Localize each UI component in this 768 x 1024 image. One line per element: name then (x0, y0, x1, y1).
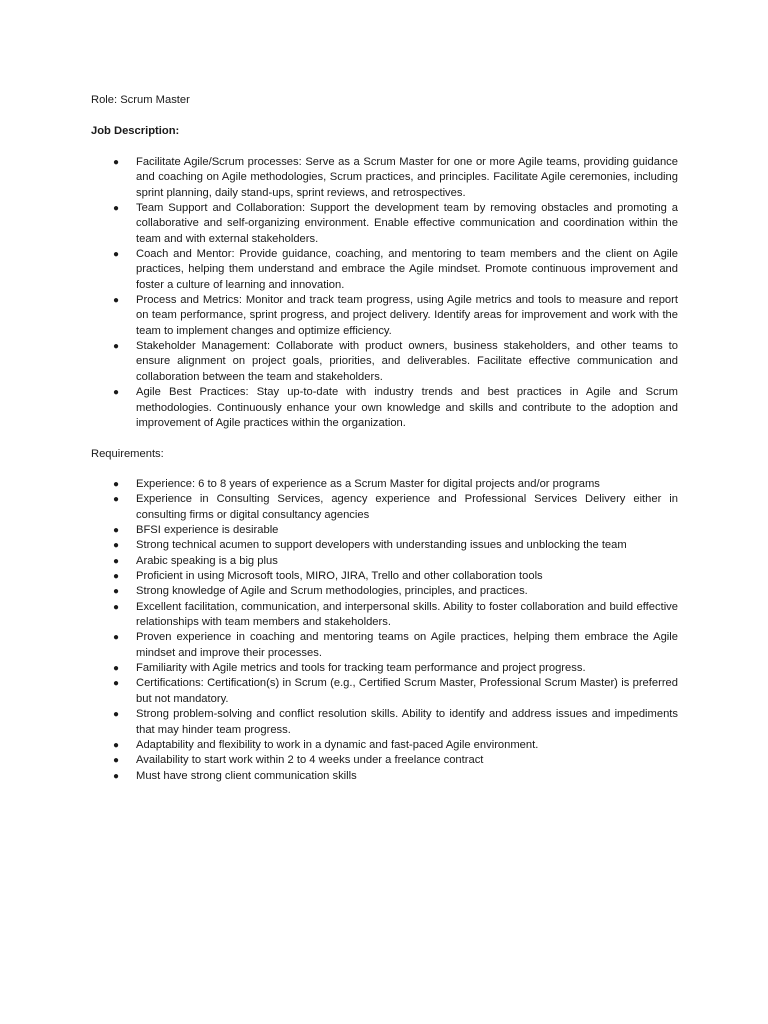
list-item-text: Experience in Consulting Services, agency experience and Professional Services Delivery either in consulting firms or digital consultancy agencies (136, 493, 678, 521)
list-item (111, 201, 678, 247)
bullet-icon: ● (113, 663, 120, 675)
bullet-icon: ● (113, 157, 120, 168)
requirements-list (111, 477, 678, 784)
list-item-text: Adaptability and flexibility to work in a dynamic and fast-paced Agile environment. (136, 738, 539, 751)
list-item-text: Agile Best Practices: Stay up-to-date with industry trends and best practices in Agile and Scrum methodologies. Continuously enhance your own knowledge and skills and contribute to the adoption and improvement of Agile practices within the organization. (136, 386, 678, 429)
bullet-icon: ● (113, 678, 120, 690)
bullet-icon: ● (113, 586, 120, 598)
bullet-icon: ● (113, 249, 120, 261)
list-item-text: Process and Metrics: Monitor and track team progress, using Agile metrics and tools to measure and report on team performance, sprint progress, and project delivery. Identify areas for improvement and work with the team to implement changes and optimize efficiency. (136, 294, 678, 337)
bullet-icon: ● (113, 601, 120, 613)
list-item-text: Arabic speaking is a big plus (136, 554, 278, 567)
requirements-heading: Requirements: (91, 448, 164, 460)
job-description-heading: Job Description: (91, 125, 180, 137)
list-item-text: Strong problem-solving and conflict resolution skills. Ability to identify and address issues and impediments that may hinder team progress. (136, 708, 678, 736)
bullet-icon: ● (113, 755, 120, 767)
bullet-icon: ● (113, 341, 120, 353)
bullet-icon: ● (113, 709, 120, 721)
list-item-text: Certifications: Certification(s) in Scrum (e.g., Certified Scrum Master, Professional Scrum Master) is preferred but not mandatory. (136, 677, 678, 705)
list-item (111, 769, 678, 784)
list-item-text: Stakeholder Management: Collaborate with product owners, business stakeholders, and other teams to ensure alignment on project goals, priorities, and deliverables. Facilitate effective communication and collaboration between the team and stakeholders. (136, 340, 678, 383)
list-item-text: Availability to start work within 2 to 4 weeks under a freelance contract (136, 754, 484, 767)
list-item-text: Team Support and Collaboration: Support the development team by removing obstacles and promoting a collaborative and self-organizing environment. Enable effective communication and coordination within the team and with external stakeholders. (136, 202, 678, 245)
list-item-text: BFSI experience is desirable (136, 524, 279, 537)
list-item (111, 492, 678, 523)
list-item-text: Experience: 6 to 8 years of experience as a Scrum Master for digital projects and/or programs (136, 478, 600, 490)
list-item-text: Strong knowledge of Agile and Scrum methodologies, principles, and practices. (136, 585, 528, 598)
list-item (111, 569, 678, 584)
list-item (111, 385, 678, 431)
bullet-icon: ● (113, 555, 120, 567)
list-item (111, 584, 678, 599)
list-item (111, 661, 678, 676)
list-item (111, 554, 678, 569)
list-item-text: Coach and Mentor: Provide guidance, coaching, and mentoring to team members and the client on Agile practices, helping them understand and embrace the Agile mindset. Promote continuous improvement and foster a culture of learning and innovation. (136, 248, 678, 291)
list-item-text: Proficient in using Microsoft tools, MIRO, JIRA, Trello and other collaboration tools (136, 570, 543, 583)
bullet-icon: ● (113, 295, 120, 307)
list-item-text: Strong technical acumen to support developers with understanding issues and unblocking the team (136, 539, 627, 552)
list-item (111, 247, 678, 293)
bullet-icon: ● (113, 770, 120, 782)
bullet-icon: ● (113, 525, 120, 537)
list-item-text: Must have strong client communication skills (136, 769, 357, 782)
list-item (111, 538, 678, 553)
list-item (111, 753, 678, 768)
bullet-icon: ● (113, 739, 120, 751)
list-item (111, 707, 678, 738)
list-item (111, 676, 678, 707)
role-line: Role: Scrum Master (91, 94, 190, 106)
bullet-icon: ● (113, 479, 120, 490)
list-item (111, 738, 678, 753)
list-item-text: Facilitate Agile/Scrum processes: Serve as a Scrum Master for one or more Agile teams, providing guidance and coaching on Agile methodologies, Scrum practices, and principles. Facilitate Agile ceremonies, including sprint planning, daily stand-ups, sprint reviews, and retrospectives. (136, 156, 678, 199)
list-item (111, 293, 678, 339)
bullet-icon: ● (113, 540, 120, 552)
list-item (111, 339, 678, 385)
bullet-icon: ● (113, 494, 120, 506)
list-item-text: Excellent facilitation, communication, and interpersonal skills. Ability to foster collaboration and build effective relationships with team members and stakeholders. (136, 600, 678, 629)
bullet-icon: ● (113, 571, 120, 583)
list-item (111, 477, 678, 492)
list-item (111, 523, 678, 538)
list-item (111, 630, 678, 661)
list-item-text: Proven experience in coaching and mentoring teams on Agile practices, helping them embrace the Agile mindset and improve their processes. (136, 631, 678, 659)
list-item (111, 155, 678, 201)
bullet-icon: ● (113, 203, 120, 215)
list-item (111, 600, 678, 631)
bullet-icon: ● (113, 387, 120, 399)
job-description-list (111, 155, 678, 431)
list-item-text: Familiarity with Agile metrics and tools for tracking team performance and project progress. (136, 662, 586, 675)
bullet-icon: ● (113, 632, 120, 644)
